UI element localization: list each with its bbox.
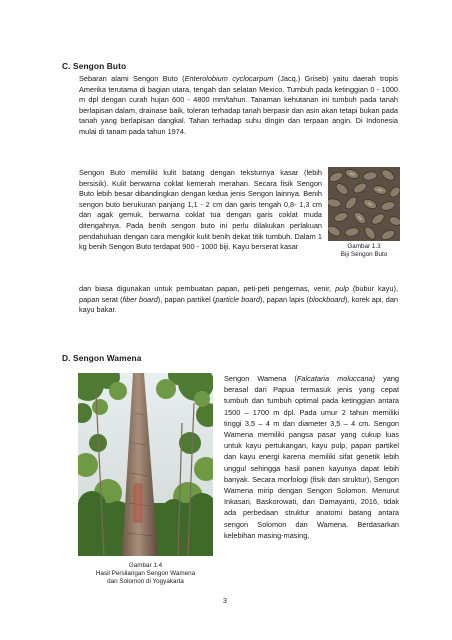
figure-1-3-title: Biji Sengon Buto	[340, 251, 388, 258]
sengon-wamena-tree-photo	[78, 373, 213, 556]
figure-1-3-label: Gambar 1.3	[347, 243, 381, 250]
figure-1-4-title-line1: Hasil Persilangan Sengon Wamena	[95, 570, 196, 577]
species-name-falcataria: Falcataria moluccana)	[296, 374, 376, 383]
section-c-wrapped-paragraph: Sengon Buto memiliki kulit batang dengan teksturnya kasar (lebih bersisik). Kulit berwarna coklat kemerah merahan. Secara fisik Sengon Buto lebih besar dibandingkan dengan kedua jenis Sengon lainnya. Benih sengon buto berukuran panjang 1,1 - 2 cm dan garis tengah 0,8- 1,3 cm dan agak gemuk, berwarna coklat tua dengan garis coklat muda ditengahnya. Pada benih sengon buto ini perlu dilakukan perlakuan pendahuluan dengan cara mengikir kulit benih dekat titik tumbuh. Dalam 1 kg benih Sengon Buto terdapat 900 - 1000 biji. Kayu berserat kasar	[79, 168, 322, 252]
final-text-3: ), papan partikel (	[157, 294, 216, 304]
term-pulp: pulp	[335, 284, 349, 293]
figure-1-3-caption	[326, 243, 402, 259]
final-text-4: ), papan lapis (	[260, 294, 309, 304]
final-text-5: ), korek api, dan kayu bakar.	[79, 294, 399, 315]
section-c-heading: C. Sengon Buto	[62, 61, 127, 71]
figure-1-4-title-line2: dan Solomon di Yogyakarta	[107, 578, 184, 585]
section-c-final-paragraph	[79, 284, 398, 316]
species-name-enterolobium: Enterolobium cyclocarpum	[184, 74, 274, 83]
section-d-paragraph	[224, 373, 399, 541]
figure-1-4-caption	[78, 562, 213, 586]
page-number: 3	[223, 598, 227, 605]
section-c-intro-paragraph	[79, 74, 398, 138]
wamena-text-1: Sengon Wamena (	[224, 374, 297, 383]
final-text-1: dan biasa digunakan untuk pembuatan papan, peti-peti pengemas, venir,	[79, 284, 336, 293]
figure-1-4-label: Gambar 1.4	[128, 562, 163, 569]
final-text-2: (bubur kayu), papan serat (	[79, 284, 398, 304]
intro-text-1: Sebaran alami Sengon Buto (	[79, 74, 185, 83]
section-d-heading: D. Sengon Wamena	[62, 353, 142, 363]
intro-text-2: (Jacq.) Griseb) yaitu daerah tropis Amerika terutama di bagian utara, tengah dan selatan Mexico. Tumbuh pada ketinggian 0 - 1000 m dpl dengan curah hujan 600 - 4800 mm/tahun. Tanaman kehutanan ini tumbuh pada tanah berlapisan dalam, drainase baik, toleran terhadap tanah berpasir dan asin akan tetapi bukan pada tanah yang berlapisan dangkal. Tahan terhadap suhu dingin dan terpaan angin. Di Indonesia mulai di tanam pada tahun 1974.	[79, 74, 399, 136]
wamena-text-2: yang berasal dari Papua termasuk jenis yang cepat tumbuh dan tumbuh optimal pada ketinggian antara 1500 – 1700 m dpl. Pada umur 2 tahun memiliki tinggi 3,5 – 4 m dan diameter 3,5 – 4 cm. Sengon Wamena memiliki pangsa pasar yang cukup luas untuk kayu pertukangan, kayu pulp, papan partikel dan kayu energi karena memiliki sifat genetik lebih unggul sehingga hasil panen kayunya dapat lebih banyak. Secara morfologi (fisik dan struktur), Sengon Wamena mirip dengan Sengon Solomon. Menurut Inkasari, Baskorowati, dan Damayanti, 2016, tidak ada perbedaan struktur anatomi batang antara sengon Solomon dan Wamena. Berdasarkan kelebihan masing-masing,	[224, 374, 399, 540]
term-fiber-board: fiber board	[122, 294, 158, 304]
tree-image	[78, 373, 213, 556]
term-blockboard: blockboard	[309, 294, 345, 304]
term-particle-board: particle board	[215, 294, 260, 304]
